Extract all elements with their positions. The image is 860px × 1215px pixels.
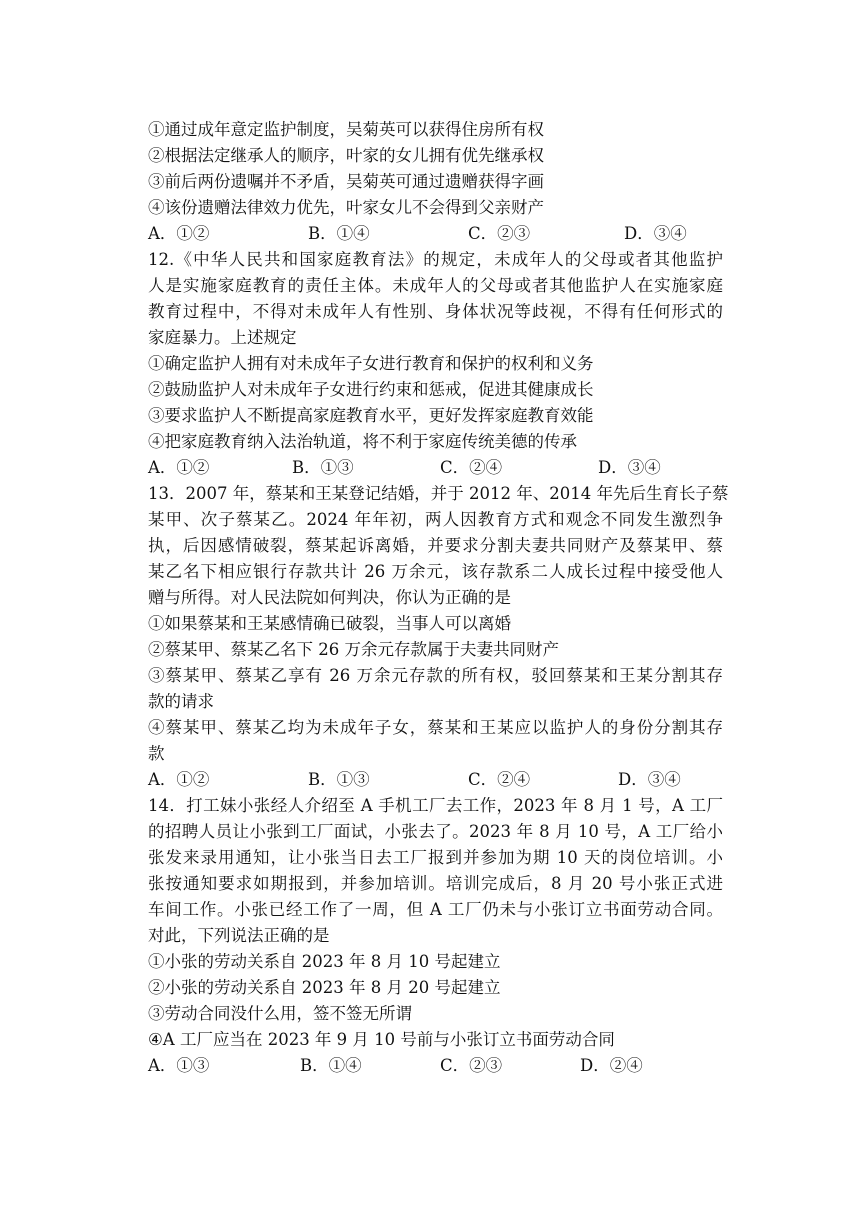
q13-stem-line-4: 某乙名下相应银行存款共计 26 万余元，该存款系二人成长过程中接受他人 xyxy=(148,562,723,581)
q13-stem-line-2: 某甲、次子蔡某乙。2024 年年初，两人因教育方式和观念不同发生激烈争 xyxy=(148,510,723,529)
q13-option-c: C．②④ xyxy=(468,770,531,789)
q13-item-4-line-2: 款 xyxy=(148,744,165,763)
q11-option-a: A．①② xyxy=(148,224,210,243)
q14-option-a: A．①③ xyxy=(148,1056,210,1075)
q14-stem-line-6: 对此，下列说法正确的是 xyxy=(148,926,330,945)
q13-option-b: B．①③ xyxy=(308,770,370,789)
q12-option-d: D．③④ xyxy=(598,458,661,477)
q13-option-d: D．③④ xyxy=(618,770,681,789)
q11-item-1: ①通过成年意定监护制度，吴菊英可以获得住房所有权 xyxy=(148,120,544,139)
q12-option-c: C．②④ xyxy=(440,458,503,477)
q12-options xyxy=(148,455,723,481)
q14-option-d: D．②④ xyxy=(580,1056,643,1075)
q12-item-1: ①确定监护人拥有对未成年子女进行教育和保护的权利和义务 xyxy=(148,354,594,373)
q13-options xyxy=(148,767,723,793)
q12-stem-line-2: 人是实施家庭教育的责任主体。未成年人的父母或者其他监护人在实施家庭 xyxy=(148,276,723,295)
q13-item-2: ②蔡某甲、蔡某乙名下 26 万余元存款属于夫妻共同财产 xyxy=(148,640,559,659)
q13-item-3-line-2: 款的请求 xyxy=(148,692,214,711)
q12-option-b: B．①③ xyxy=(292,458,354,477)
q12-option-a: A．①② xyxy=(148,458,210,477)
q11-item-4: ④该份遗赠法律效力优先，叶家女儿不会得到父亲财产 xyxy=(148,198,544,217)
q12-item-2: ②鼓励监护人对未成年子女进行约束和惩戒，促进其健康成长 xyxy=(148,380,594,399)
q14-item-3: ③劳动合同没什么用，签不签无所谓 xyxy=(148,1004,412,1023)
q14-option-b: B．①④ xyxy=(300,1056,362,1075)
q14-item-1: ①小张的劳动关系自 2023 年 8 月 10 号起建立 xyxy=(148,952,501,971)
q11-item-2: ②根据法定继承人的顺序，叶家的女儿拥有优先继承权 xyxy=(148,146,544,165)
q11-options xyxy=(148,221,723,247)
q12-item-4: ④把家庭教育纳入法治轨道，将不利于家庭传统美德的传承 xyxy=(148,432,577,451)
q11-option-d: D．③④ xyxy=(624,224,687,243)
q14-stem-line-5: 车间工作。小张已经工作了一周，但 A 工厂仍未与小张订立书面劳动合同。 xyxy=(148,900,723,919)
q14-option-c: C．②③ xyxy=(440,1056,503,1075)
q14-stem-line-1: 14．打工妹小张经人介绍至 A 手机工厂去工作，2023 年 8 月 1 号，A 工厂 xyxy=(148,796,723,815)
q13-option-a: A．①② xyxy=(148,770,210,789)
q11-option-c: C．②③ xyxy=(468,224,531,243)
q14-stem-line-2: 的招聘人员让小张到工厂面试，小张去了。2023 年 8 月 10 号，A 工厂给小 xyxy=(148,822,723,841)
q12-stem-line-1: 12.《中华人民共和国家庭教育法》的规定，未成年人的父母或者其他监护 xyxy=(148,250,723,269)
q13-stem-line-1: 13．2007 年，蔡某和王某登记结婚，并于 2012 年、2014 年先后生育长子蔡 xyxy=(148,484,729,503)
q13-item-1: ①如果蔡某和王某感情确已破裂，当事人可以离婚 xyxy=(148,614,511,633)
q14-item-2: ②小张的劳动关系自 2023 年 8 月 20 号起建立 xyxy=(148,978,501,997)
q14-stem-line-3: 张发来录用通知，让小张当日去工厂报到并参加为期 10 天的岗位培训。小 xyxy=(148,848,723,867)
q13-stem-line-3: 执，后因感情破裂，蔡某起诉离婚，并要求分割夫妻共同财产及蔡某甲、蔡 xyxy=(148,536,723,555)
q14-stem-line-4: 张按通知要求如期报到，并参加培训。培训完成后，8 月 20 号小张正式进 xyxy=(148,874,723,893)
q13-stem-line-5: 赠与所得。对人民法院如何判决，你认为正确的是 xyxy=(148,588,511,607)
q14-item-4: ④A 工厂应当在 2023 年 9 月 10 号前与小张订立书面劳动合同 xyxy=(148,1030,615,1049)
q11-option-b: B．①④ xyxy=(308,224,370,243)
q11-item-3: ③前后两份遗嘱并不矛盾，吴菊英可通过遗赠获得字画 xyxy=(148,172,544,191)
q12-stem-line-3: 教育过程中，不得对未成年人有性别、身体状况等歧视，不得有任何形式的 xyxy=(148,302,723,321)
q12-item-3: ③要求监护人不断提高家庭教育水平，更好发挥家庭教育效能 xyxy=(148,406,594,425)
q14-options xyxy=(148,1053,723,1079)
q12-stem-line-4: 家庭暴力。上述规定 xyxy=(148,328,297,347)
q13-item-3-line-1: ③蔡某甲、蔡某乙享有 26 万余元存款的所有权，驳回蔡某和王某分割其存 xyxy=(148,666,723,685)
q13-item-4-line-1: ④蔡某甲、蔡某乙均为未成年子女，蔡某和王某应以监护人的身份分割其存 xyxy=(148,718,723,737)
